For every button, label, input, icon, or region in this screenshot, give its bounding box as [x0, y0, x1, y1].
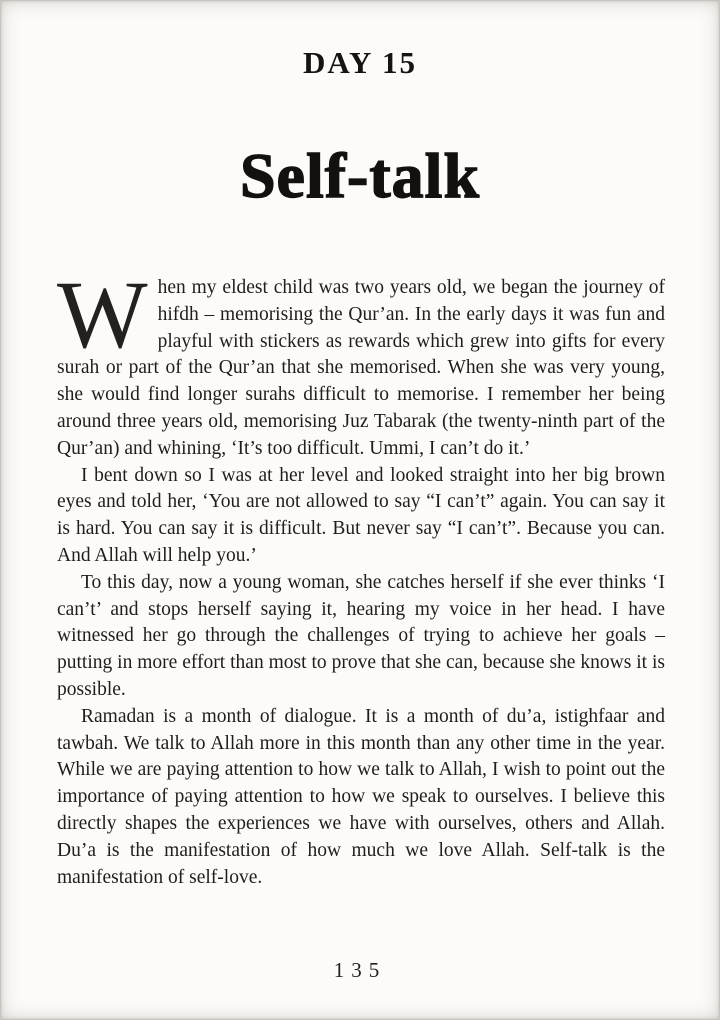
chapter-title: Self-talk	[239, 140, 481, 211]
paragraph-4: Ramadan is a month of dialogue. It is a month of du’a, istighfaar and tawbah. We talk to Allah more in this month than any other time in the year. While we are paying attention to how we talk to Allah, I wish to point out the importance of paying attention to how we speak to ourselves. I believe this directly shapes the experiences we have with ourselves, others and Allah. Du’a is the manifestation of how much we love Allah. Self-talk is the manifestation of self-love.	[57, 705, 665, 888]
paragraph-1-text: hen my eldest child was two years old, we began the journey of hifdh – memorising the Qur’an. In the early days it was fun and playful with stickers as rewards which grew into gifts for every surah or part of the Qur’an that she memorised. When she was very young, she would find longer surahs difficult to memorise. I remember her being around three years old, memorising Juz Tabarak (the twenty-ninth part of the Qur’an) and whining, ‘It’s too difficult. Ummi, I can’t do it.’	[57, 277, 665, 459]
drop-cap: W	[57, 261, 148, 368]
body-text	[57, 261, 665, 891]
paragraph-1	[57, 261, 665, 463]
page-number: 135	[333, 958, 387, 982]
paragraph-2: I bent down so I was at her level and looked straight into her big brown eyes and told her, ‘You are not allowed to say “I can’t” again. You can say it is hard. You can say it is difficult. But never say “I can’t”. Because you can. And Allah will help you.’	[57, 464, 665, 566]
paragraph-3: To this day, now a young woman, she catches herself if she ever thinks ‘I can’t’ and stops herself saying it, hearing my voice in her head. I have witnessed her go through the challenges of trying to achieve her goals – putting in more effort than most to prove that she can, because she knows it is possible.	[57, 571, 665, 700]
chapter-day-label: DAY 15	[303, 45, 417, 80]
